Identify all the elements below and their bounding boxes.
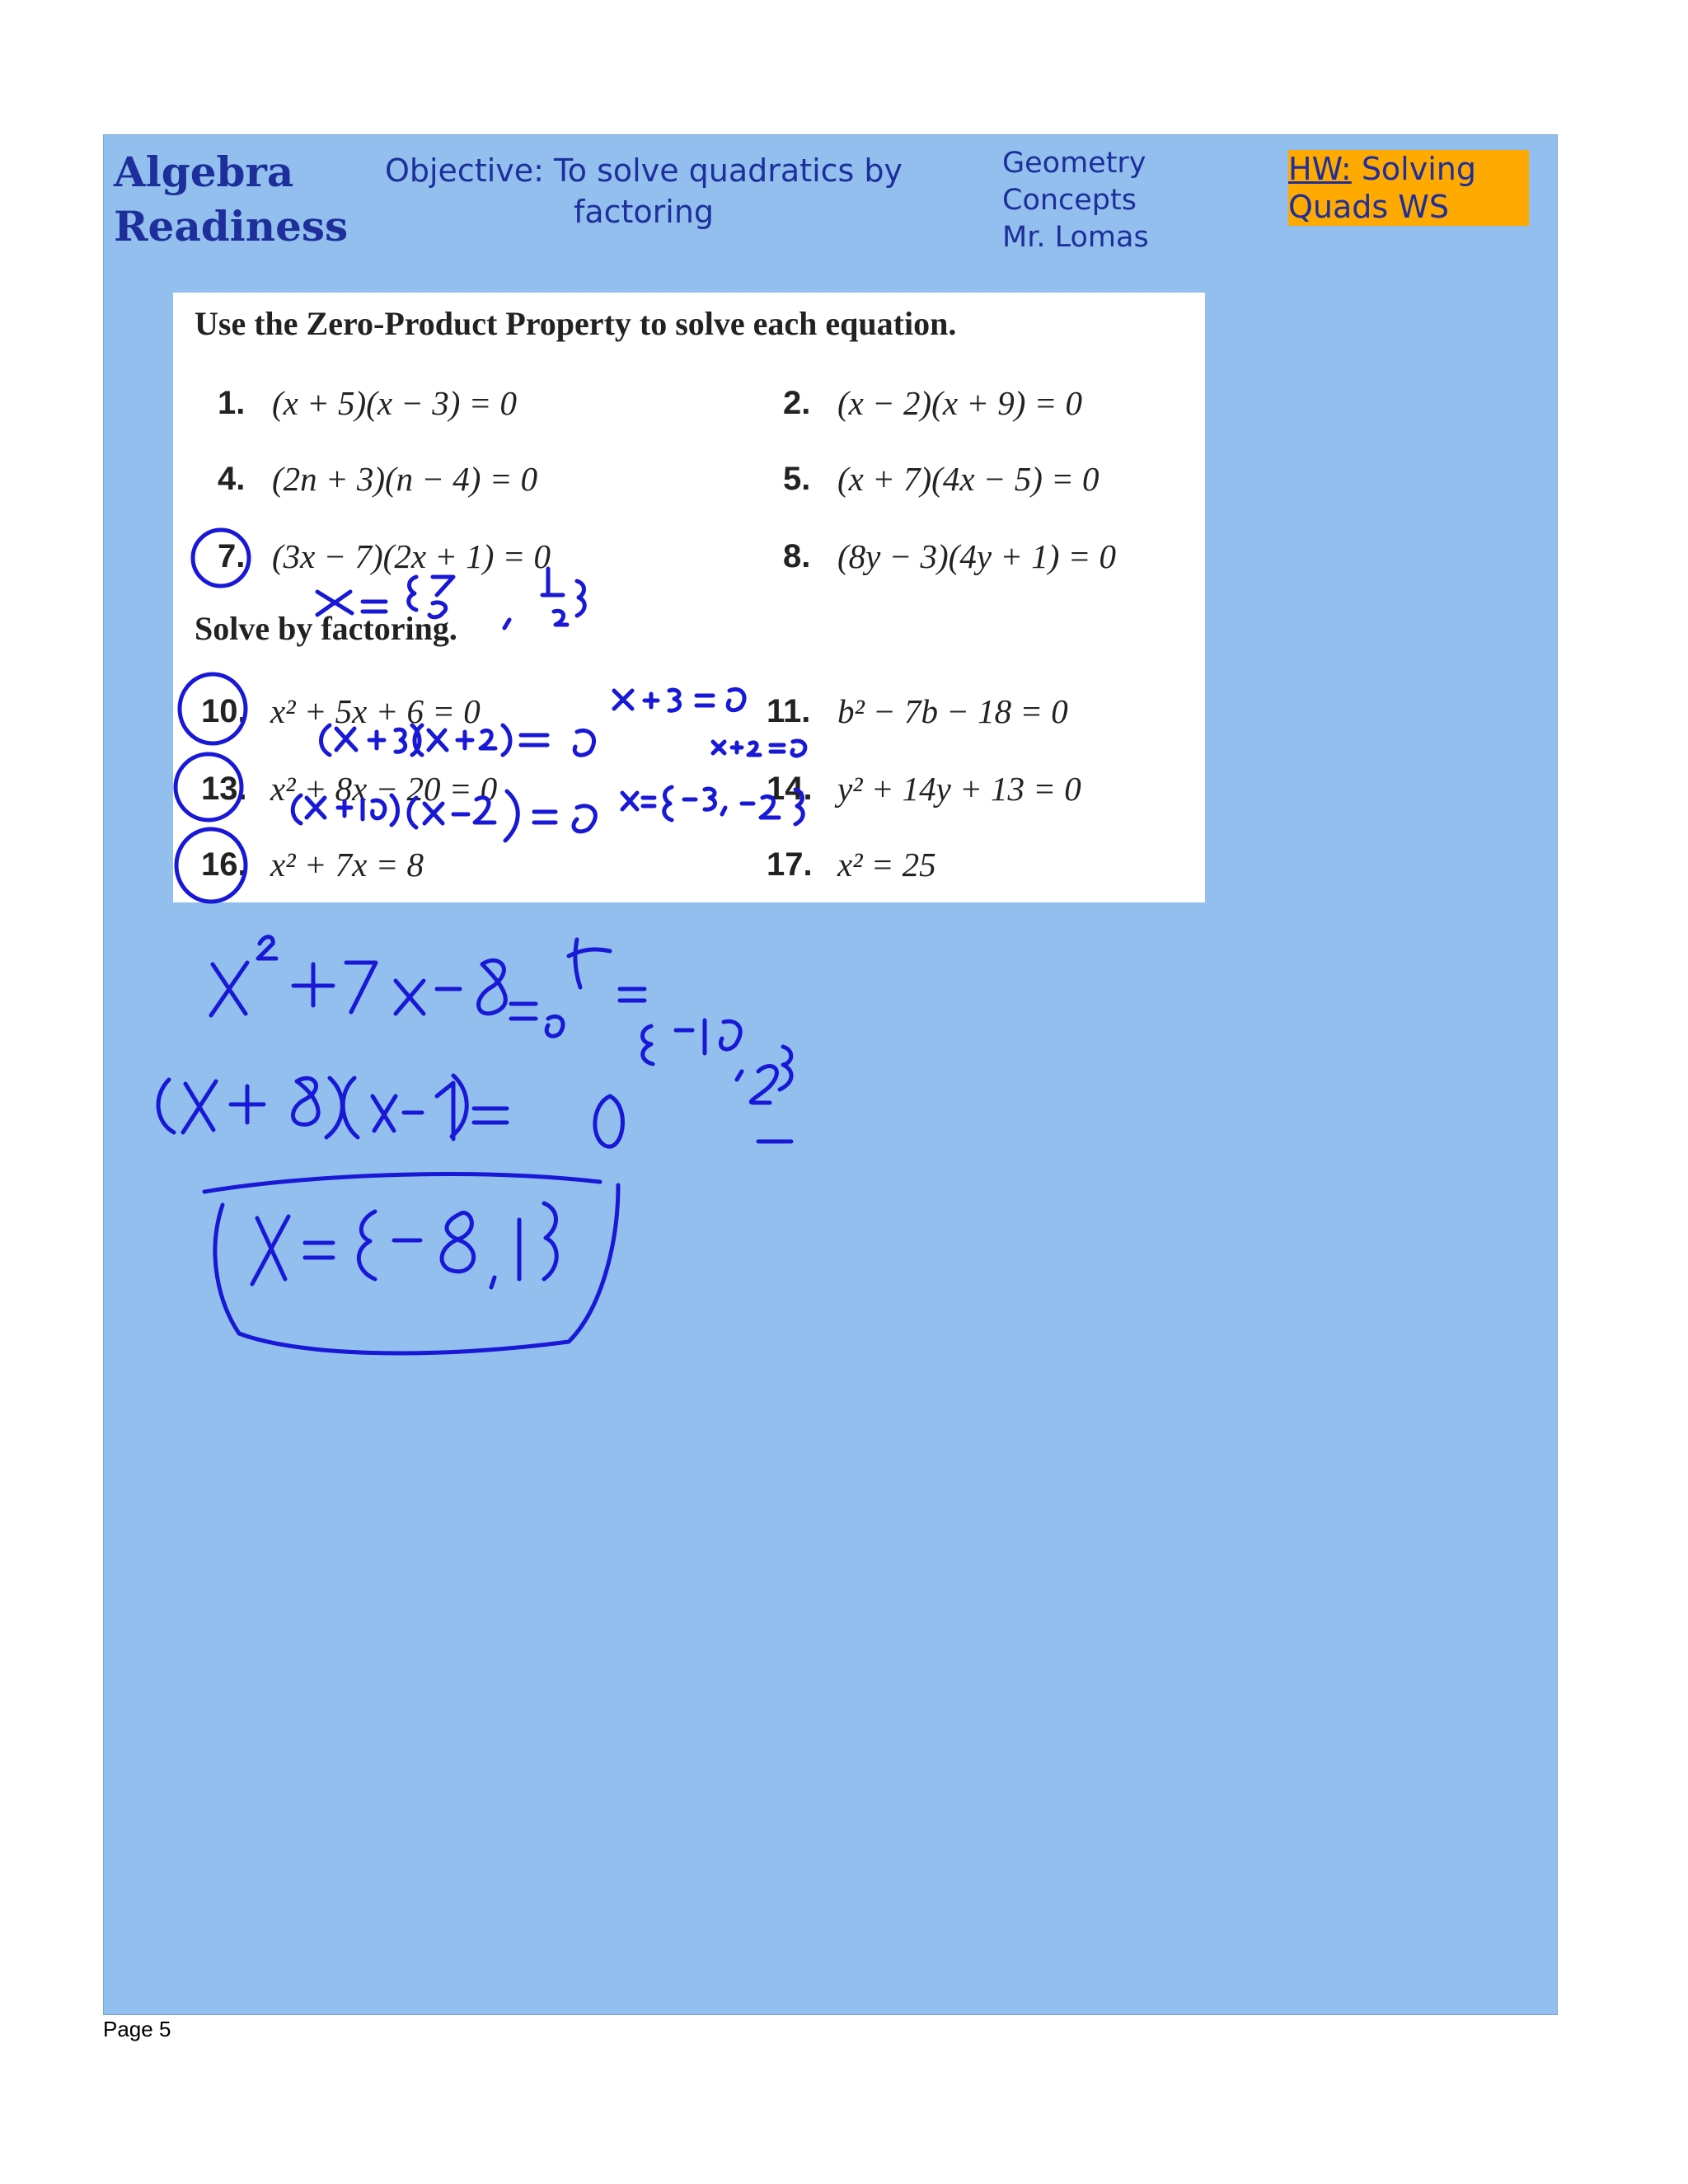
title-line-2: Readiness [114, 202, 349, 251]
course-line-2: Concepts [1002, 184, 1137, 217]
ink-box-line [204, 1174, 600, 1192]
ink-answer-13 [622, 787, 803, 824]
problem-equation: x² + 7x = 8 [270, 846, 424, 883]
problem-equation: (8y − 3)(4y + 1) = 0 [837, 537, 1117, 575]
ink-circle-7 [193, 530, 249, 586]
problem-equation: b² − 7b − 18 = 0 [837, 692, 1068, 730]
worksheet-instruction-1: Use the Zero-Product Property to solve each equation. [195, 305, 957, 342]
problem-equation: (x − 2)(x + 9) = 0 [837, 384, 1083, 422]
problem-equation: x² + 8x − 20 = 0 [270, 770, 498, 808]
ink-line-3 [252, 1203, 556, 1287]
problem-number: 7. [218, 538, 246, 574]
problem-equation: (3x − 7)(2x + 1) = 0 [272, 537, 551, 575]
objective-line-1: Objective: To solve quadratics by [384, 152, 903, 189]
course-line-3: Mr. Lomas [1002, 221, 1149, 254]
ink-circle-13 [176, 754, 241, 820]
worksheet-instruction-2: Solve by factoring. [195, 610, 457, 647]
ink-answer-box [215, 1185, 618, 1353]
problem-number: 5. [783, 461, 811, 497]
problem-equation: x² + 5x + 6 = 0 [270, 692, 481, 730]
objective-line-2: factoring [573, 194, 715, 230]
problem-number: 10. [201, 693, 247, 729]
homework-text-2: Quads WS [1288, 189, 1449, 225]
problem-equation: (x + 5)(x − 3) = 0 [272, 384, 518, 422]
homework-text-1: Solving [1351, 151, 1476, 187]
problem-equation: (2n + 3)(n − 4) = 0 [272, 460, 538, 498]
problem-number: 8. [783, 538, 811, 574]
ink-x-plus-2-eq-0 [713, 741, 805, 756]
problem-number: 11. [767, 693, 811, 729]
problem-number: 1. [218, 385, 246, 421]
ink-line-2-zero [595, 1096, 623, 1146]
homework-label: HW: [1288, 151, 1352, 187]
problem-equation: (x + 7)(4x − 5) = 0 [837, 460, 1100, 498]
problem-equation: y² + 14y + 13 = 0 [837, 770, 1081, 808]
ink-circle-16 [176, 829, 246, 902]
problem-number: 2. [783, 385, 811, 421]
ink-factoring-13 [293, 791, 595, 841]
title-line-1: Algebra [114, 148, 294, 196]
problem-equation: x² = 25 [837, 846, 936, 883]
ink-line-1 [211, 937, 563, 1037]
ink-factoring-10 [321, 725, 594, 755]
ink-answer-16 [569, 940, 791, 1141]
page-number: Page 5 [103, 2017, 171, 2041]
problem-number: 17. [767, 846, 813, 883]
course-line-1: Geometry [1002, 147, 1146, 180]
problem-number: 14. [767, 771, 813, 807]
ink-x-plus-3-eq-0 [614, 689, 744, 710]
ink-line-2 [158, 1076, 507, 1139]
problem-number: 4. [218, 461, 246, 497]
ink-circle-10 [180, 674, 246, 743]
problem-number: 13. [201, 771, 247, 807]
problem-number: 16. [201, 846, 247, 883]
ink-answer-7 [317, 569, 584, 628]
